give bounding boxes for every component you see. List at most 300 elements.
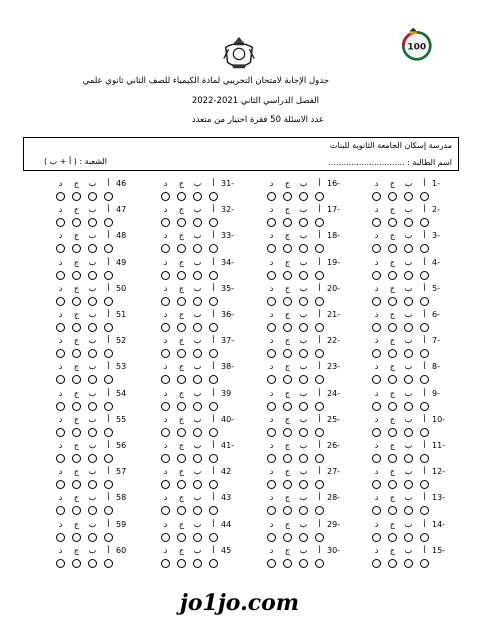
answer-bubble[interactable]	[388, 349, 397, 358]
answer-bubble[interactable]	[88, 271, 97, 280]
answer-bubble[interactable]	[193, 559, 202, 568]
answer-bubble[interactable]	[193, 480, 202, 489]
answer-bubble[interactable]	[104, 454, 113, 463]
option-label: أ	[107, 362, 110, 372]
answer-bubble[interactable]	[193, 297, 202, 306]
answer-bubble[interactable]	[388, 480, 397, 489]
question-number: 33-	[221, 231, 235, 241]
option-label: ب	[193, 362, 202, 372]
answer-bubble[interactable]	[372, 428, 381, 437]
question-number: 54	[116, 388, 127, 398]
answer-bubble[interactable]	[209, 428, 218, 437]
answer-bubble[interactable]	[88, 480, 97, 489]
answer-bubble[interactable]	[161, 506, 170, 515]
answer-bubble[interactable]	[209, 244, 218, 253]
answer-bubble[interactable]	[88, 323, 97, 332]
answer-bubble[interactable]	[388, 271, 397, 280]
answer-bubble[interactable]	[56, 218, 65, 227]
answer-bubble[interactable]	[177, 375, 186, 384]
option-label: ج	[284, 231, 291, 241]
answer-bubble[interactable]	[420, 402, 429, 411]
option-label: د	[163, 336, 168, 346]
answer-bubble[interactable]	[56, 271, 65, 280]
answer-bubble[interactable]	[372, 375, 381, 384]
answer-bubble[interactable]	[88, 375, 97, 384]
answer-bubble[interactable]	[72, 533, 81, 542]
answer-bubble[interactable]	[177, 428, 186, 437]
answer-bubble[interactable]	[372, 192, 381, 201]
answer-bubble[interactable]	[56, 506, 65, 515]
answer-bubble[interactable]	[404, 349, 413, 358]
answer-bubble[interactable]	[267, 533, 276, 542]
answer-bubble[interactable]	[283, 244, 292, 253]
answer-bubble[interactable]	[193, 244, 202, 253]
answer-bubble[interactable]	[72, 244, 81, 253]
answer-bubble[interactable]	[177, 533, 186, 542]
answer-bubble[interactable]	[161, 402, 170, 411]
answer-bubble[interactable]	[299, 375, 308, 384]
option-label: د	[58, 519, 63, 529]
answer-bubble[interactable]	[420, 375, 429, 384]
answer-bubble[interactable]	[56, 297, 65, 306]
answer-bubble[interactable]	[388, 428, 397, 437]
question-number: 24-	[327, 388, 341, 398]
answer-bubble[interactable]	[177, 218, 186, 227]
answer-bubble[interactable]	[209, 218, 218, 227]
answer-bubble[interactable]	[315, 244, 324, 253]
answer-bubble[interactable]	[388, 559, 397, 568]
question-row	[263, 205, 343, 231]
answer-bubble[interactable]	[193, 192, 202, 201]
option-label: ج	[73, 493, 80, 503]
answer-bubble[interactable]	[56, 244, 65, 253]
option-label: أ	[107, 283, 110, 293]
answer-bubble[interactable]	[193, 218, 202, 227]
answer-bubble[interactable]	[283, 297, 292, 306]
option-label: د	[374, 205, 379, 215]
answer-bubble[interactable]	[193, 375, 202, 384]
option-label: ب	[193, 414, 202, 424]
answer-bubble[interactable]	[209, 480, 218, 489]
answer-bubble[interactable]	[299, 480, 308, 489]
answer-bubble[interactable]	[56, 323, 65, 332]
answer-bubble[interactable]	[104, 192, 113, 201]
answer-bubble[interactable]	[88, 218, 97, 227]
answer-bubble[interactable]	[299, 428, 308, 437]
answer-bubble[interactable]	[56, 480, 65, 489]
answer-bubble[interactable]	[315, 323, 324, 332]
answer-bubble[interactable]	[88, 402, 97, 411]
answer-bubble[interactable]	[420, 244, 429, 253]
answer-bubble[interactable]	[161, 349, 170, 358]
question-number: 55	[116, 414, 127, 424]
answer-bubble[interactable]	[404, 533, 413, 542]
answer-bubble[interactable]	[420, 533, 429, 542]
answer-bubble[interactable]	[315, 402, 324, 411]
answer-bubble[interactable]	[283, 375, 292, 384]
answer-bubble[interactable]	[404, 218, 413, 227]
answer-bubble[interactable]	[177, 559, 186, 568]
question-row	[263, 362, 343, 388]
option-label: د	[163, 205, 168, 215]
answer-bubble[interactable]	[56, 375, 65, 384]
answer-bubble[interactable]	[177, 349, 186, 358]
answer-bubble[interactable]	[388, 375, 397, 384]
answer-bubble[interactable]	[267, 506, 276, 515]
option-label: ج	[284, 545, 291, 555]
answer-bubble[interactable]	[72, 480, 81, 489]
option-label: أ	[212, 362, 215, 372]
answer-bubble[interactable]	[88, 192, 97, 201]
answer-bubble[interactable]	[420, 428, 429, 437]
answer-bubble[interactable]	[104, 533, 113, 542]
answer-bubble[interactable]	[388, 454, 397, 463]
answer-bubble[interactable]	[315, 297, 324, 306]
answer-bubble[interactable]	[72, 218, 81, 227]
answer-bubble[interactable]	[283, 454, 292, 463]
answer-bubble[interactable]	[372, 297, 381, 306]
option-label: أ	[212, 257, 215, 267]
answer-bubble[interactable]	[104, 244, 113, 253]
answer-bubble[interactable]	[193, 454, 202, 463]
answer-bubble[interactable]	[267, 480, 276, 489]
answer-bubble[interactable]	[104, 506, 113, 515]
answer-bubble[interactable]	[267, 271, 276, 280]
answer-bubble[interactable]	[104, 559, 113, 568]
option-label: أ	[318, 205, 321, 215]
option-label: ج	[178, 467, 185, 477]
answer-bubble[interactable]	[72, 454, 81, 463]
answer-bubble[interactable]	[72, 192, 81, 201]
option-label: ب	[88, 441, 97, 450]
answer-bubble[interactable]	[299, 271, 308, 280]
answer-bubble[interactable]	[104, 480, 113, 489]
answer-bubble[interactable]	[72, 271, 81, 280]
answer-bubble[interactable]	[315, 375, 324, 384]
answer-bubble[interactable]	[161, 323, 170, 332]
answer-bubble[interactable]	[299, 297, 308, 306]
option-label: د	[58, 179, 63, 188]
option-label: أ	[423, 519, 426, 529]
answer-bubble[interactable]	[161, 559, 170, 568]
answer-bubble[interactable]	[177, 323, 186, 332]
answer-bubble[interactable]	[161, 454, 170, 463]
answer-bubble[interactable]	[56, 402, 65, 411]
option-label: أ	[212, 545, 215, 555]
answer-bubble[interactable]	[161, 271, 170, 280]
answer-bubble[interactable]	[72, 506, 81, 515]
option-label: أ	[318, 231, 321, 241]
answer-bubble[interactable]	[283, 192, 292, 201]
option-label: د	[374, 283, 379, 293]
question-number: 41-	[221, 441, 235, 450]
option-label: ج	[178, 493, 185, 503]
question-row	[52, 336, 132, 362]
answer-bubble[interactable]	[104, 323, 113, 332]
answer-bubble[interactable]	[283, 559, 292, 568]
answer-bubble[interactable]	[193, 349, 202, 358]
option-label: أ	[107, 414, 110, 424]
answer-bubble[interactable]	[209, 375, 218, 384]
answer-bubble[interactable]	[72, 323, 81, 332]
answer-bubble[interactable]	[404, 402, 413, 411]
answer-bubble[interactable]	[283, 349, 292, 358]
answer-bubble[interactable]	[209, 559, 218, 568]
option-label: د	[163, 283, 168, 293]
answer-bubble[interactable]	[372, 559, 381, 568]
answer-bubble[interactable]	[88, 533, 97, 542]
answer-bubble[interactable]	[420, 349, 429, 358]
answer-bubble[interactable]	[420, 454, 429, 463]
answer-bubble[interactable]	[193, 428, 202, 437]
answer-bubble[interactable]	[177, 192, 186, 201]
answer-bubble[interactable]	[299, 559, 308, 568]
question-number: 49	[116, 257, 127, 267]
answer-bubble[interactable]	[267, 349, 276, 358]
answer-bubble[interactable]	[104, 297, 113, 306]
answer-bubble[interactable]	[404, 428, 413, 437]
answer-bubble[interactable]	[161, 480, 170, 489]
question-number: 9-	[432, 388, 440, 398]
answer-bubble[interactable]	[388, 506, 397, 515]
answer-bubble[interactable]	[404, 323, 413, 332]
question-row	[263, 520, 343, 546]
answer-bubble[interactable]	[372, 271, 381, 280]
answer-bubble[interactable]	[299, 402, 308, 411]
answer-bubble[interactable]	[72, 349, 81, 358]
answer-bubble[interactable]	[315, 349, 324, 358]
option-label: ب	[88, 545, 97, 555]
answer-bubble[interactable]	[283, 533, 292, 542]
answer-bubble[interactable]	[372, 218, 381, 227]
answer-bubble[interactable]	[177, 271, 186, 280]
answer-bubble[interactable]	[388, 323, 397, 332]
answer-bubble[interactable]	[193, 402, 202, 411]
answer-bubble[interactable]	[177, 244, 186, 253]
option-label: ب	[88, 388, 97, 398]
option-label: ج	[73, 336, 80, 346]
answer-bubble[interactable]	[193, 271, 202, 280]
answer-bubble[interactable]	[104, 349, 113, 358]
answer-bubble[interactable]	[404, 559, 413, 568]
answer-bubble[interactable]	[177, 454, 186, 463]
answer-bubble[interactable]	[283, 402, 292, 411]
answer-bubble[interactable]	[420, 323, 429, 332]
answer-bubble[interactable]	[420, 297, 429, 306]
answer-bubble[interactable]	[388, 244, 397, 253]
answer-bubble[interactable]	[372, 454, 381, 463]
answer-bubble[interactable]	[267, 192, 276, 201]
answer-bubble[interactable]	[267, 402, 276, 411]
answer-bubble[interactable]	[209, 297, 218, 306]
option-label: د	[374, 362, 379, 372]
question-row	[368, 258, 448, 284]
answer-bubble[interactable]	[267, 454, 276, 463]
option-label: أ	[423, 283, 426, 293]
answer-bubble[interactable]	[388, 402, 397, 411]
answer-bubble[interactable]	[299, 454, 308, 463]
answer-bubble[interactable]	[161, 428, 170, 437]
answer-bubble[interactable]	[388, 533, 397, 542]
answer-bubble[interactable]	[299, 218, 308, 227]
answer-bubble[interactable]	[56, 428, 65, 437]
answer-bubble[interactable]	[420, 506, 429, 515]
option-label: ب	[299, 310, 308, 319]
answer-bubble[interactable]	[315, 218, 324, 227]
answer-bubble[interactable]	[88, 559, 97, 568]
option-label: ب	[404, 467, 413, 477]
answer-bubble[interactable]	[161, 533, 170, 542]
answer-bubble[interactable]	[420, 480, 429, 489]
answer-bubble[interactable]	[420, 559, 429, 568]
answer-bubble[interactable]	[299, 533, 308, 542]
answer-bubble[interactable]	[177, 297, 186, 306]
answer-bubble[interactable]	[56, 533, 65, 542]
option-label: ب	[193, 336, 202, 346]
answer-bubble[interactable]	[209, 402, 218, 411]
answer-bubble[interactable]	[315, 506, 324, 515]
answer-bubble[interactable]	[177, 506, 186, 515]
answer-bubble[interactable]	[56, 559, 65, 568]
answer-bubble[interactable]	[88, 297, 97, 306]
question-row	[52, 284, 132, 310]
answer-bubble[interactable]	[72, 297, 81, 306]
answer-bubble[interactable]	[56, 192, 65, 201]
option-label: أ	[318, 545, 321, 555]
answer-bubble[interactable]	[283, 480, 292, 489]
answer-bubble[interactable]	[299, 506, 308, 515]
question-number: 31-	[221, 179, 235, 188]
answer-bubble[interactable]	[267, 559, 276, 568]
answer-bubble[interactable]	[161, 218, 170, 227]
answer-bubble[interactable]	[72, 375, 81, 384]
answer-bubble[interactable]	[209, 349, 218, 358]
answer-bubble[interactable]	[72, 402, 81, 411]
answer-bubble[interactable]	[315, 192, 324, 201]
answer-bubble[interactable]	[404, 506, 413, 515]
answer-bubble[interactable]	[372, 533, 381, 542]
answer-bubble[interactable]	[372, 480, 381, 489]
answer-bubble[interactable]	[420, 271, 429, 280]
answer-bubble[interactable]	[88, 349, 97, 358]
question-number: 22-	[327, 336, 341, 346]
answer-bubble[interactable]	[315, 533, 324, 542]
answer-bubble[interactable]	[404, 271, 413, 280]
answer-bubble[interactable]	[315, 480, 324, 489]
answer-bubble[interactable]	[372, 349, 381, 358]
answer-bubble[interactable]	[209, 454, 218, 463]
answer-bubble[interactable]	[267, 323, 276, 332]
answer-bubble[interactable]	[404, 480, 413, 489]
answer-bubble[interactable]	[283, 218, 292, 227]
answer-bubble[interactable]	[315, 271, 324, 280]
answer-bubble[interactable]	[161, 297, 170, 306]
answer-bubble[interactable]	[209, 271, 218, 280]
answer-bubble[interactable]	[404, 192, 413, 201]
option-label: ب	[404, 257, 413, 267]
option-label: ب	[88, 231, 97, 241]
answer-bubble[interactable]	[283, 506, 292, 515]
answer-bubble[interactable]	[283, 271, 292, 280]
answer-bubble[interactable]	[388, 297, 397, 306]
option-label: د	[269, 493, 274, 503]
answer-bubble[interactable]	[193, 506, 202, 515]
answer-bubble[interactable]	[177, 480, 186, 489]
student-name-field[interactable]: اسم الطالبة : ..............................	[328, 158, 452, 167]
answer-bubble[interactable]	[404, 244, 413, 253]
answer-bubble[interactable]	[88, 506, 97, 515]
answer-bubble[interactable]	[161, 375, 170, 384]
option-label: ب	[299, 414, 308, 424]
answer-bubble[interactable]	[388, 218, 397, 227]
answer-bubble[interactable]	[56, 454, 65, 463]
option-label: ج	[284, 493, 291, 503]
answer-bubble[interactable]	[161, 192, 170, 201]
answer-bubble[interactable]	[372, 244, 381, 253]
answer-bubble[interactable]	[299, 323, 308, 332]
answer-bubble[interactable]	[104, 271, 113, 280]
answer-bubble[interactable]	[267, 375, 276, 384]
question-row	[368, 310, 448, 336]
answer-bubble[interactable]	[193, 323, 202, 332]
answer-bubble[interactable]	[404, 454, 413, 463]
answer-bubble[interactable]	[315, 428, 324, 437]
answer-bubble[interactable]	[315, 559, 324, 568]
answer-bubble[interactable]	[72, 559, 81, 568]
answer-bubble[interactable]	[315, 454, 324, 463]
answer-bubble[interactable]	[104, 218, 113, 227]
question-row	[263, 336, 343, 362]
answer-bubble[interactable]	[299, 244, 308, 253]
answer-bubble[interactable]	[161, 244, 170, 253]
answer-bubble[interactable]	[267, 428, 276, 437]
question-number: 6-	[432, 310, 440, 319]
answer-bubble[interactable]	[88, 428, 97, 437]
answer-bubble[interactable]	[104, 402, 113, 411]
answer-bubble[interactable]	[177, 402, 186, 411]
option-label: ج	[284, 257, 291, 267]
answer-bubble[interactable]	[372, 402, 381, 411]
answer-bubble[interactable]	[267, 244, 276, 253]
answer-bubble[interactable]	[299, 349, 308, 358]
answer-bubble[interactable]	[372, 323, 381, 332]
answer-bubble[interactable]	[267, 218, 276, 227]
answer-bubble[interactable]	[88, 244, 97, 253]
answer-bubble[interactable]	[88, 454, 97, 463]
answer-bubble[interactable]	[420, 192, 429, 201]
answer-bubble[interactable]	[283, 323, 292, 332]
answer-bubble[interactable]	[104, 428, 113, 437]
answer-bubble[interactable]	[420, 218, 429, 227]
answer-bubble[interactable]	[209, 323, 218, 332]
answer-bubble[interactable]	[283, 428, 292, 437]
answer-bubble[interactable]	[267, 297, 276, 306]
answer-bubble[interactable]	[193, 533, 202, 542]
answer-bubble[interactable]	[388, 192, 397, 201]
answer-bubble[interactable]	[404, 375, 413, 384]
answer-bubble[interactable]	[209, 506, 218, 515]
answer-bubble[interactable]	[209, 192, 218, 201]
answer-bubble[interactable]	[209, 533, 218, 542]
answer-bubble[interactable]	[299, 192, 308, 201]
answer-bubble[interactable]	[372, 506, 381, 515]
option-label: ج	[389, 205, 396, 215]
option-label: أ	[212, 310, 215, 319]
answer-bubble[interactable]	[404, 297, 413, 306]
answer-bubble[interactable]	[72, 428, 81, 437]
answer-bubble[interactable]	[104, 375, 113, 384]
answer-bubble[interactable]	[56, 349, 65, 358]
